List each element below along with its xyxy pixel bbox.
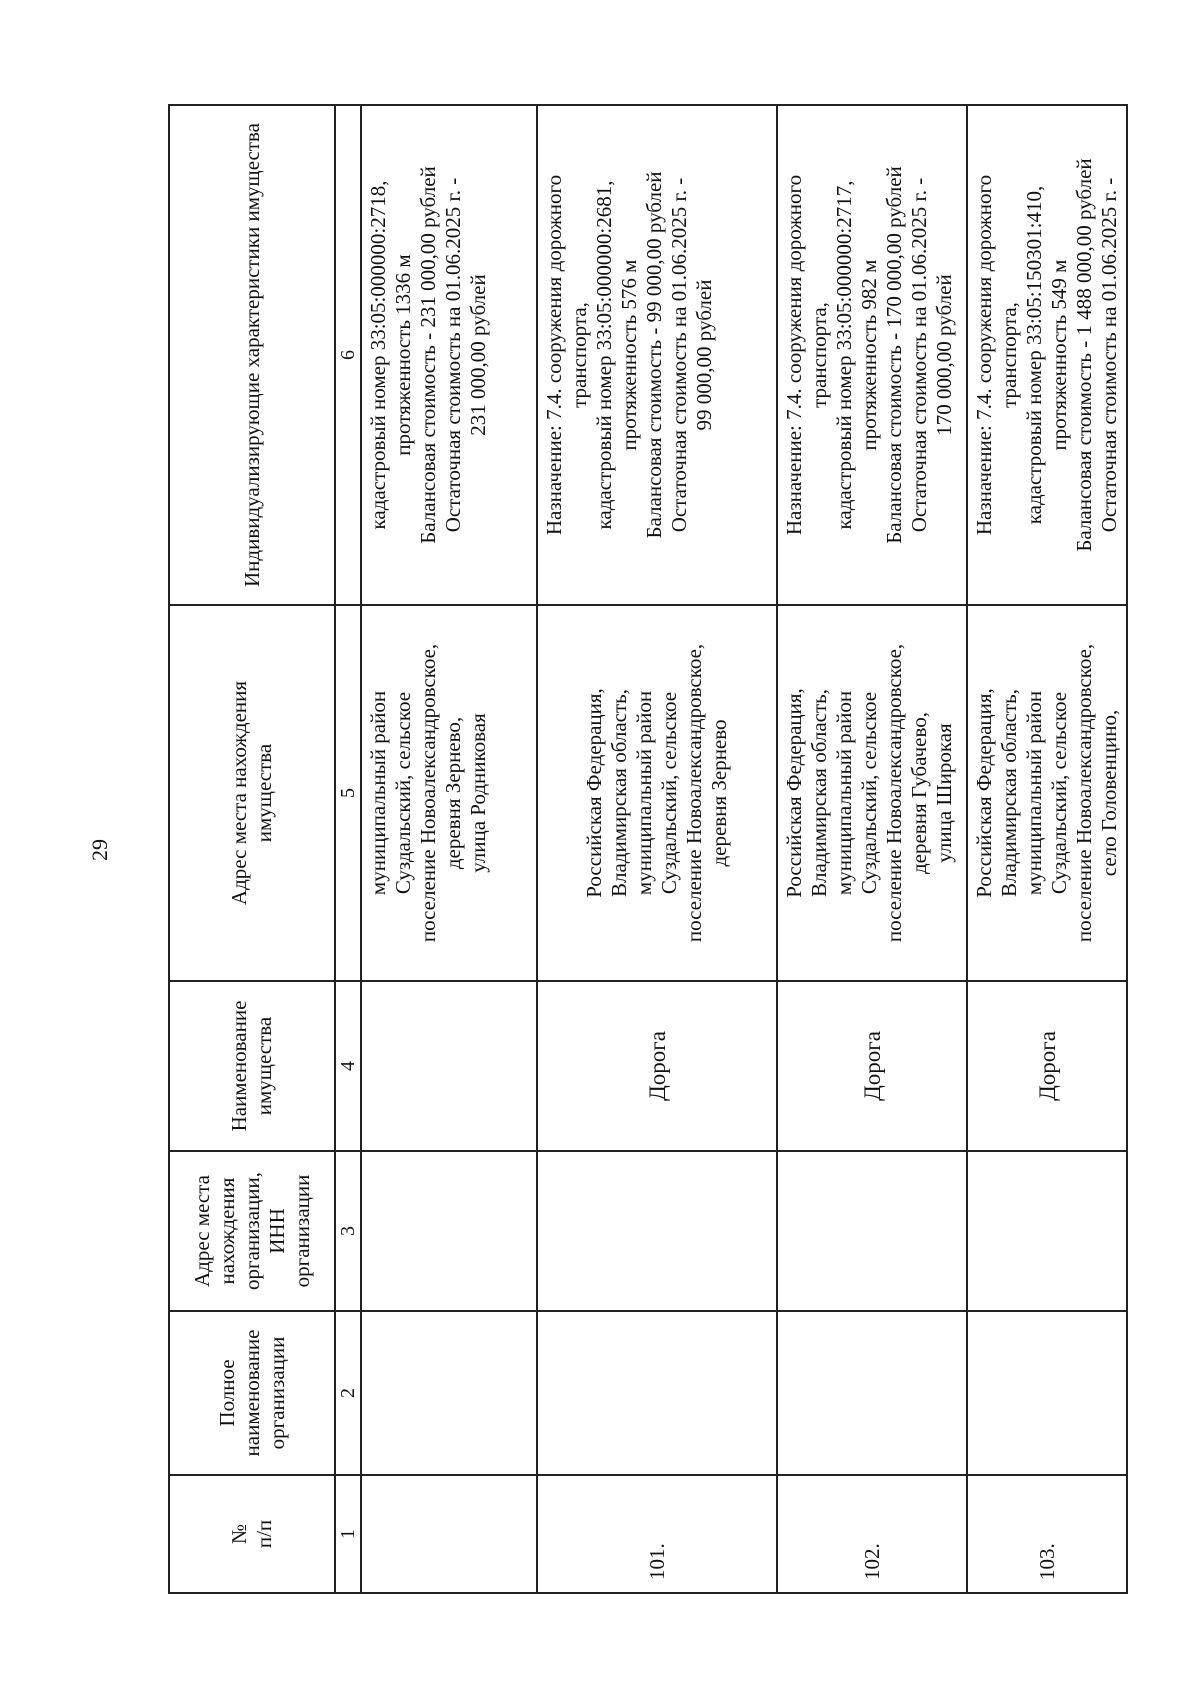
table-row	[777, 105, 967, 1593]
org-address-cell	[777, 1151, 967, 1311]
header-cell: Наименование имущества	[169, 981, 335, 1151]
table-row	[967, 105, 1127, 1593]
property-characteristics-cell: Назначение: 7.4. сооружения дорожного транспорта, кадастровый номер 33:05:000000:2717, протяженность 982 м Балансовая стоимость - 170 000,00 рублей Остаточная стоимость на 01.06.2025 г. - 170 000,00 рублей	[777, 105, 967, 605]
table-row	[361, 105, 537, 1593]
header-cell: Адрес места нахождения организации, ИНН организации	[169, 1151, 335, 1311]
header-cell: Адрес места нахождения имущества	[169, 605, 335, 981]
table-row	[537, 105, 777, 1593]
header-cell: Полное наименование организации	[169, 1311, 335, 1475]
header-cell: № п/п	[169, 1475, 335, 1593]
org-name-cell	[777, 1311, 967, 1475]
row-number: 102.	[777, 1475, 967, 1593]
column-number: 2	[335, 1311, 361, 1475]
org-name-cell	[967, 1311, 1127, 1475]
header-row	[169, 105, 335, 1593]
property-name-cell: Дорога	[967, 981, 1127, 1151]
column-number: 3	[335, 1151, 361, 1311]
page-number: 29	[87, 839, 112, 861]
column-number: 1	[335, 1475, 361, 1593]
row-number: 103.	[967, 1475, 1127, 1593]
property-characteristics-cell: Назначение: 7.4. сооружения дорожного транспорта, кадастровый номер 33:05:150301:410, протяженность 549 м Балансовая стоимость - 1 488 000,00 рублей Остаточная стоимость на 01.06.2025 г. -	[967, 105, 1127, 605]
org-address-cell	[361, 1151, 537, 1311]
property-characteristics-cell: кадастровый номер 33:05:000000:2718, протяженность 1336 м Балансовая стоимость - 231 000,00 рублей Остаточная стоимость на 01.06.2025 г. - 231 000,00 рублей	[361, 105, 537, 605]
org-address-cell	[967, 1151, 1127, 1311]
column-number: 4	[335, 981, 361, 1151]
column-numbers-row	[335, 105, 361, 1593]
column-number: 5	[335, 605, 361, 981]
property-name-cell: Дорога	[777, 981, 967, 1151]
org-name-cell	[361, 1311, 537, 1475]
row-number: 101.	[537, 1475, 777, 1593]
org-name-cell	[537, 1311, 777, 1475]
property-characteristics-cell: Назначение: 7.4. сооружения дорожного транспорта, кадастровый номер 33:05:000000:2681, протяженность 576 м Балансовая стоимость - 99 000,00 рублей Остаточная стоимость на 01.06.2025 г. - 99 000,00 рублей	[537, 105, 777, 605]
property-address-cell: Российская Федерация, Владимирская область, муниципальный район Суздальский, сельское поселение Новоалександровское, деревня Губачево, улица Широкая	[777, 605, 967, 981]
document-table-wrapper	[168, 106, 1121, 1594]
property-name-cell	[361, 981, 537, 1151]
column-number: 6	[335, 105, 361, 605]
property-address-cell: муниципальный район Суздальский, сельское поселение Новоалександровское, деревня Зернево, улица Родниковая	[361, 605, 537, 981]
property-address-cell: Российская Федерация, Владимирская область, муниципальный район Суздальский, сельское поселение Новоалександровское, село Головенцино,	[967, 605, 1127, 981]
org-address-cell	[537, 1151, 777, 1311]
row-number	[361, 1475, 537, 1593]
property-table	[168, 104, 1128, 1594]
property-name-cell: Дорога	[537, 981, 777, 1151]
property-address-cell: Российская Федерация, Владимирская область, муниципальный район Суздальский, сельское поселение Новоалександровское, деревня Зернево	[537, 605, 777, 981]
header-cell: Индивидуализирующие характеристики имущества	[169, 105, 335, 605]
